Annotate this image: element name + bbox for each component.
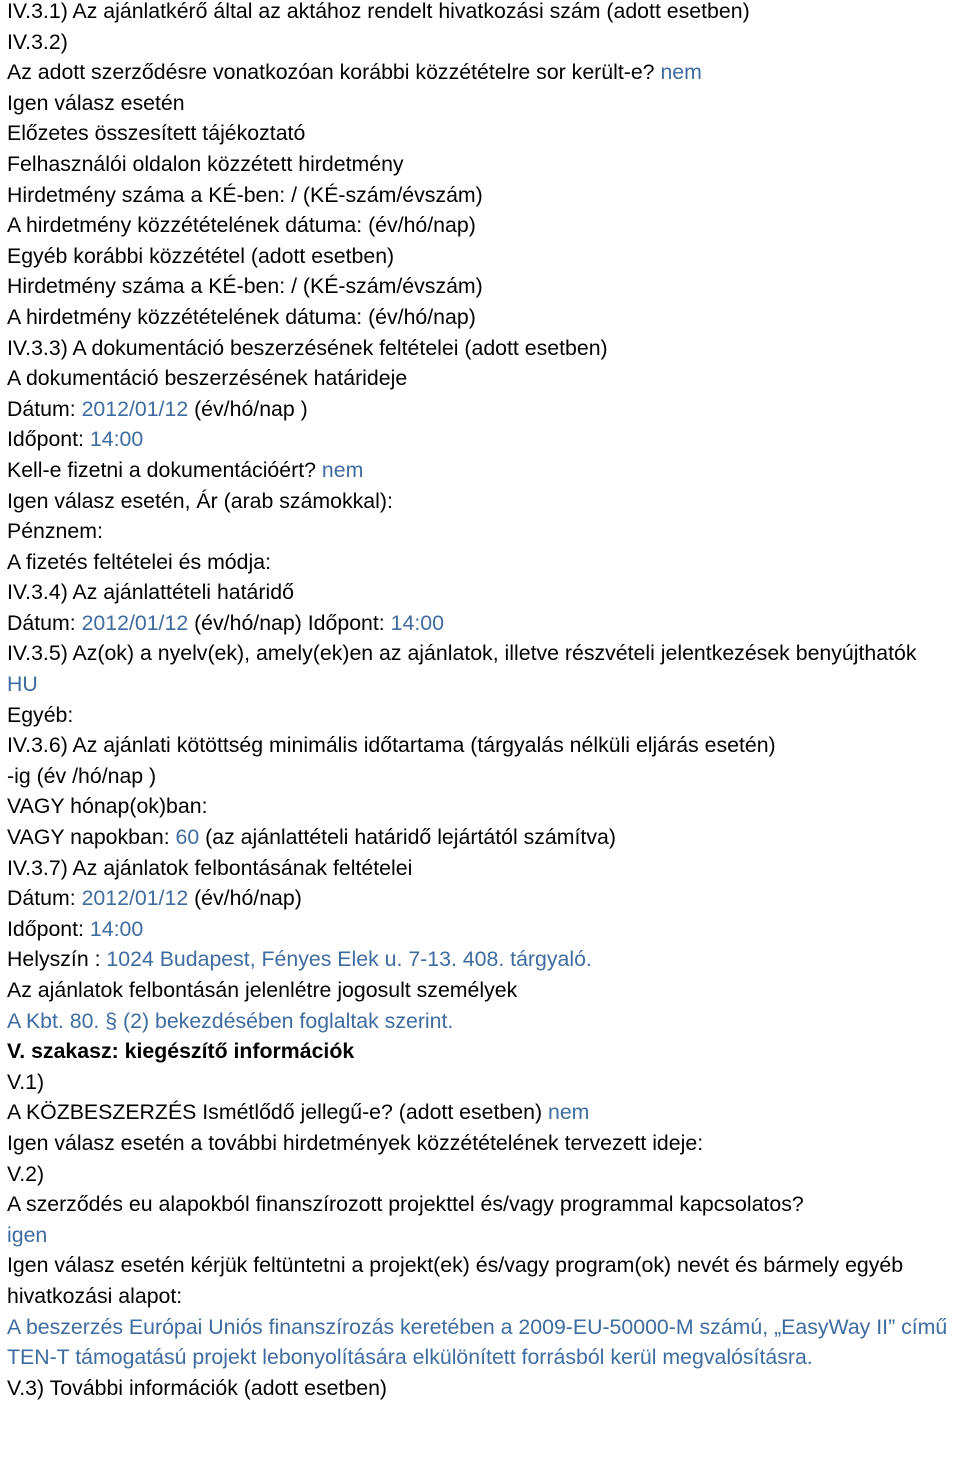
documentation-time-row: [7, 424, 960, 455]
section-v-1-heading: V.1): [7, 1069, 45, 1094]
months-label: VAGY hónap(ok)ban:: [7, 794, 208, 819]
prior-publication-label: Az adott szerződésre vonatkozóan korábbi közzétételre sor került-e?: [7, 60, 655, 85]
currency-label: Pénznem:: [7, 519, 103, 544]
prior-publication-value: nem: [660, 60, 702, 85]
documentation-payment-row: [7, 455, 960, 486]
days-row: [7, 822, 960, 853]
section-iv-3-7-heading: IV.3.7) Az ajánlatok felbontásának feltételei: [7, 855, 413, 880]
tender-deadline-time-value: 14:00: [390, 610, 444, 635]
notice-date-label: A hirdetmény közzétételének dátuma: (év/hó/nap): [7, 213, 476, 238]
notice-number-label: Hirdetmény száma a KÉ-ben: / (KÉ-szám/évszám): [7, 182, 483, 207]
until-date-label: -ig (év /hó/nap ): [7, 763, 157, 788]
opening-time-value: 14:00: [89, 916, 144, 941]
tender-deadline-date-value: 2012/01/12: [81, 610, 189, 635]
location-label: Helyszín :: [7, 947, 101, 972]
attendees-value: A Kbt. 80. § (2) bekezdésében foglaltak szerint.: [7, 1008, 454, 1033]
recurring-row: [7, 1097, 960, 1128]
project-reference-value: A beszerzés Európai Uniós finanszírozás keretében a 2009-EU-50000-M számú, „EasyWay II” című TEN-T támogatású projekt lebonyolítására elkülönített forrásból kerül megvalósításra.: [7, 1314, 948, 1370]
time-label: Időpont:: [7, 427, 84, 452]
price-label: Igen válasz esetén, Ár (arab számokkal):: [7, 488, 393, 513]
documentation-time-value: 14:00: [89, 427, 144, 452]
section-iv-3-4-heading: IV.3.4) Az ajánlattételi határidő: [7, 580, 294, 605]
opening-location-row: [7, 944, 960, 975]
buyer-profile-notice-label: Felhasználói oldalon közzétett hirdetmény: [7, 151, 404, 176]
further-notices-label: Igen válasz esetén a további hirdetmények közzétételének tervezett ideje:: [7, 1130, 704, 1155]
section-iv-3-3-heading: IV.3.3) A dokumentáció beszerzésének feltételei (adott esetben): [7, 335, 608, 360]
section-v-3-heading: V.3) További információk (adott esetben): [7, 1375, 388, 1400]
opening-date-value: 2012/01/12: [81, 886, 189, 911]
payment-question-label: Kell-e fizetni a dokumentációért?: [7, 457, 316, 482]
eu-funds-value: igen: [7, 1222, 48, 1247]
section-v-heading: V. szakasz: kiegészítő információk: [7, 1039, 355, 1064]
time-label: Időpont:: [7, 916, 84, 941]
section-iv-3-2-heading: IV.3.2): [7, 29, 68, 54]
section-iv-3-1-heading: IV.3.1) Az ajánlatkérő által az aktához rendelt hivatkozási szám (adott esetben): [7, 0, 750, 23]
prior-info-notice-label: Előzetes összesített tájékoztató: [7, 121, 306, 146]
date-format-label: (év/hó/nap): [194, 886, 302, 911]
documentation-deadline-label: A dokumentáció beszerzésének határideje: [7, 366, 408, 391]
attendees-label: Az ajánlatok felbontásán jelenlétre jogosult személyek: [7, 978, 518, 1002]
documentation-date-row: [7, 394, 960, 425]
language-value: HU: [7, 672, 38, 697]
date-format-time-label: (év/hó/nap) Időpont:: [194, 610, 385, 635]
opening-location-value: 1024 Budapest, Fényes Elek u. 7-13. 408. tárgyaló.: [106, 947, 592, 972]
section-iv-3-6-heading: IV.3.6) Az ajánlati kötöttség minimális időtartama (tárgyalás nélküli eljárás esetén): [7, 733, 776, 758]
other-prior-publication-label: Egyéb korábbi közzététel (adott esetben): [7, 243, 395, 268]
date-label: Dátum:: [7, 886, 76, 911]
date-label: Dátum:: [7, 610, 76, 635]
days-note: (az ajánlattételi határidő lejártától számítva): [205, 825, 616, 850]
documentation-date-value: 2012/01/12: [81, 396, 189, 421]
payment-terms-label: A fizetés feltételei és módja:: [7, 549, 271, 574]
recurring-value: nem: [547, 1100, 590, 1125]
eu-funds-question: A szerződés eu alapokból finanszírozott projekttel és/vagy programmal kapcsolatos?: [7, 1192, 804, 1217]
section-iv-3-5-heading: IV.3.5) Az(ok) a nyelv(ek), amely(ek)en az ajánlatok, illetve részvételi jelentkezések benyújthatók: [7, 641, 917, 666]
days-label: VAGY napokban:: [7, 825, 170, 850]
opening-date-row: [7, 883, 960, 914]
notice-date-label-2: A hirdetmény közzétételének dátuma: (év/hó/nap): [7, 304, 476, 329]
date-format-label: (év/hó/nap ): [194, 396, 308, 421]
days-value: 60: [175, 825, 200, 850]
notice-number-label-2: Hirdetmény száma a KÉ-ben: / (KÉ-szám/évszám): [7, 274, 483, 299]
section-v-2-heading: V.2): [7, 1161, 45, 1186]
opening-time-row: [7, 914, 960, 945]
date-label: Dátum:: [7, 396, 76, 421]
project-reference-label: Igen válasz esetén kérjük feltüntetni a projekt(ek) és/vagy program(ok) nevét és bármely egyéb hivatkozási alapot:: [7, 1253, 904, 1308]
other-language-label: Egyéb:: [7, 702, 74, 727]
payment-value: nem: [321, 457, 364, 482]
tender-deadline-row: [7, 608, 960, 639]
yes-answer-label: Igen válasz esetén: [7, 90, 185, 115]
recurring-label: A KÖZBESZERZÉS Ismétlődő jellegű-e? (adott esetben): [7, 1100, 543, 1125]
prior-publication-question: [7, 57, 960, 88]
